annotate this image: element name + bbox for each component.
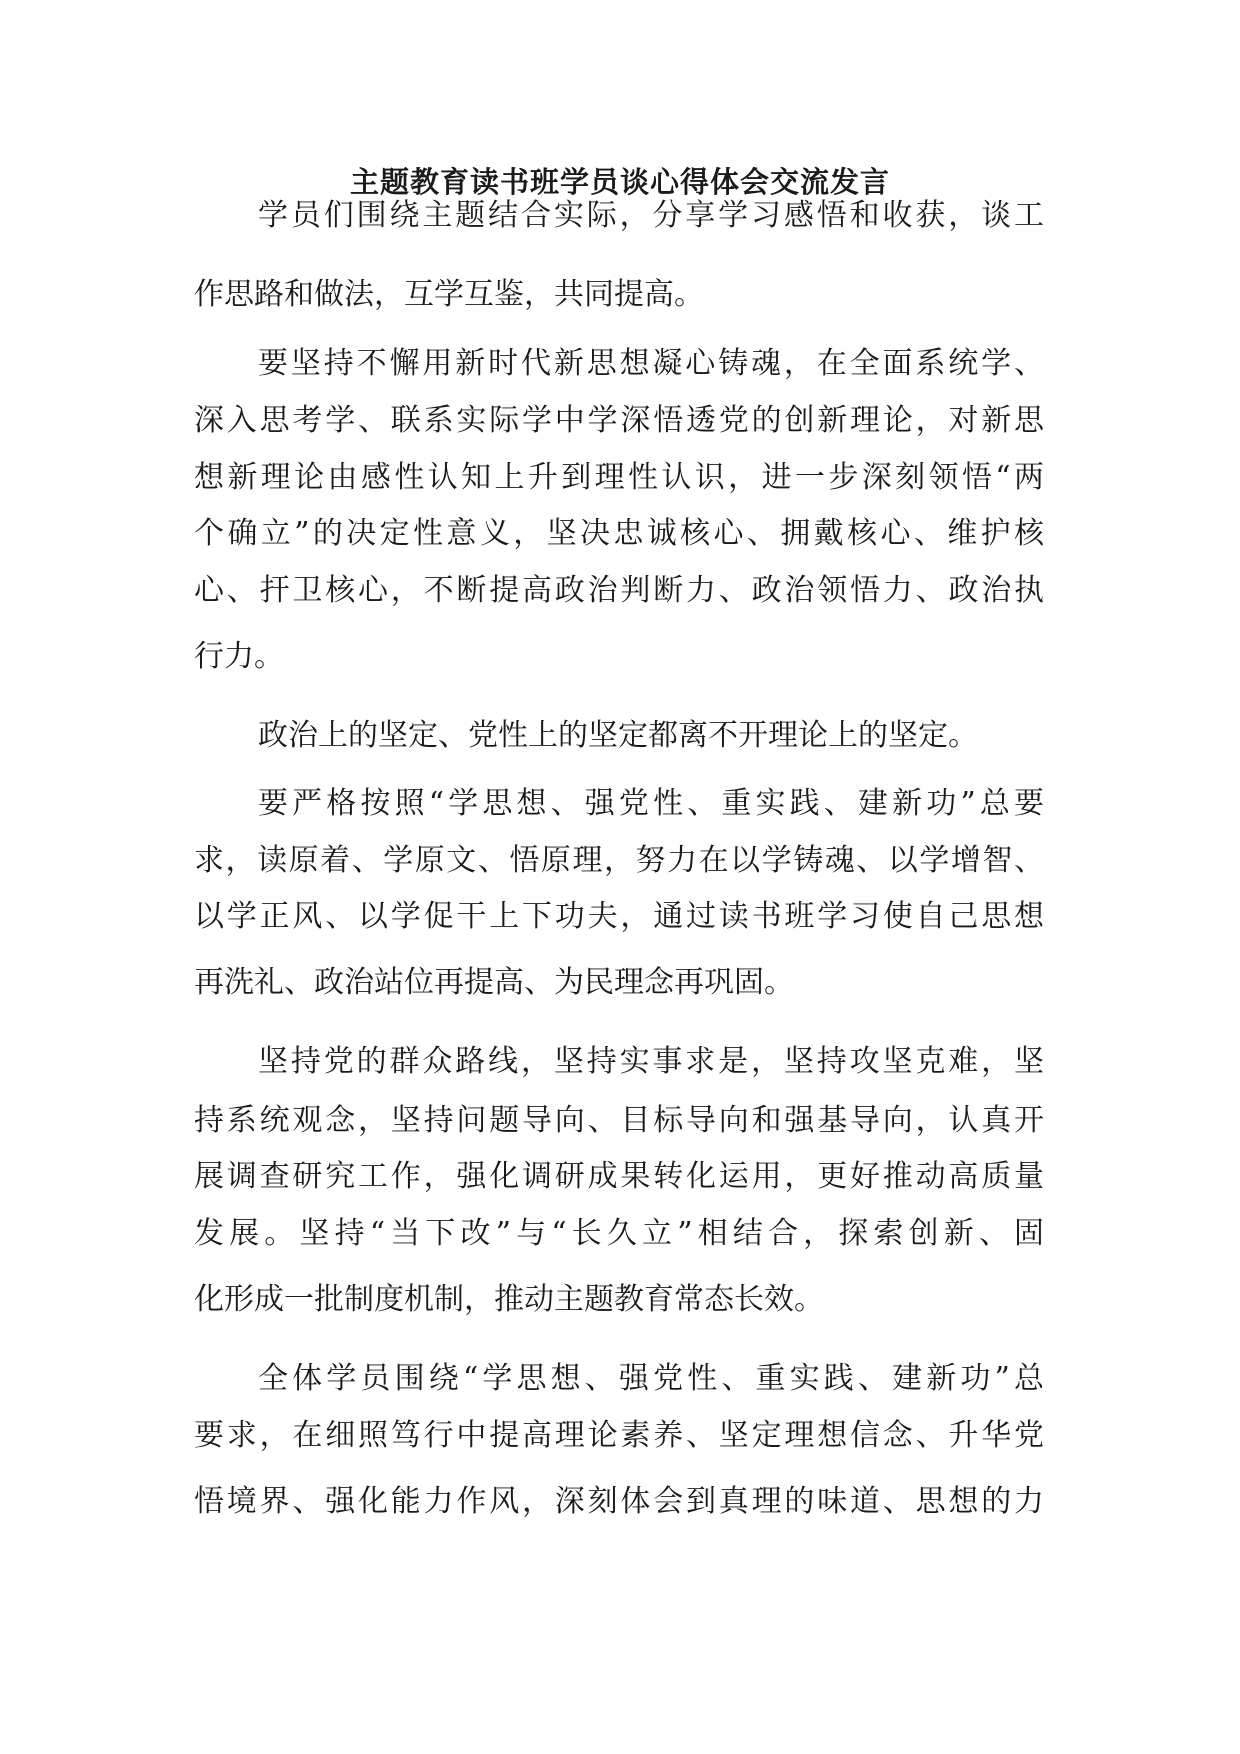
paragraph-line: 求，读原着、学原文、悟原理，努力在以学铸魂、以学增智、: [194, 843, 1044, 878]
paragraph-line: 要严格按照“学思想、强党性、重实践、建新功”总要: [258, 786, 1044, 821]
paragraph-line: 想新理论由感性认知上升到理性认识，进一步深刻领悟“两: [194, 460, 1044, 495]
paragraph-line: 政治上的坚定、党性上的坚定都离不开理论上的坚定。: [258, 718, 978, 753]
paragraph-line: 全体学员围绕“学思想、强党性、重实践、建新功”总: [258, 1361, 1044, 1396]
paragraph-line: 行力。: [194, 639, 284, 674]
paragraph-line: 心、扞卫核心，不断提高政治判断力、政治领悟力、政治执: [194, 573, 1044, 608]
paragraph-line: 化形成一批制度机制，推动主题教育常态长效。: [194, 1282, 824, 1317]
document-title: 主题教育读书班学员谈心得体会交流发言: [349, 165, 890, 199]
paragraph-line: 坚持党的群众路线，坚持实事求是，坚持攻坚克难，坚: [258, 1044, 1044, 1079]
paragraph-line: 悟境界、强化能力作风，深刻体会到真理的味道、思想的力: [194, 1484, 1044, 1519]
paragraph-line: 深入思考学、联系实际学中学深悟透党的创新理论，对新思: [194, 403, 1044, 438]
paragraph-line: 持系统观念，坚持问题导向、目标导向和强基导向，认真开: [194, 1103, 1044, 1138]
paragraph-line: 要坚持不懈用新时代新思想凝心铸魂，在全面系统学、: [258, 346, 1044, 381]
paragraph-line: 展调查研究工作，强化调研成果转化运用，更好推动高质量: [194, 1159, 1044, 1194]
paragraph-line: 发展。坚持“当下改”与“长久立”相结合，探索创新、固: [194, 1216, 1044, 1251]
paragraph-line: 学员们围绕主题结合实际，分享学习感悟和收获，谈工: [258, 198, 1044, 233]
paragraph-line: 再洗礼、政治站位再提高、为民理念再巩固。: [194, 965, 794, 1000]
paragraph-line: 要求，在细照笃行中提高理论素养、坚定理想信念、升华党: [194, 1418, 1044, 1453]
paragraph-line: 作思路和做法，互学互鉴，共同提高。: [194, 277, 704, 312]
paragraph-line: 以学正风、以学促干上下功夫，通过读书班学习使自己思想: [194, 899, 1044, 934]
paragraph-line: 个确立”的决定性意义，坚决忠诚核心、拥戴核心、维护核: [194, 516, 1044, 551]
